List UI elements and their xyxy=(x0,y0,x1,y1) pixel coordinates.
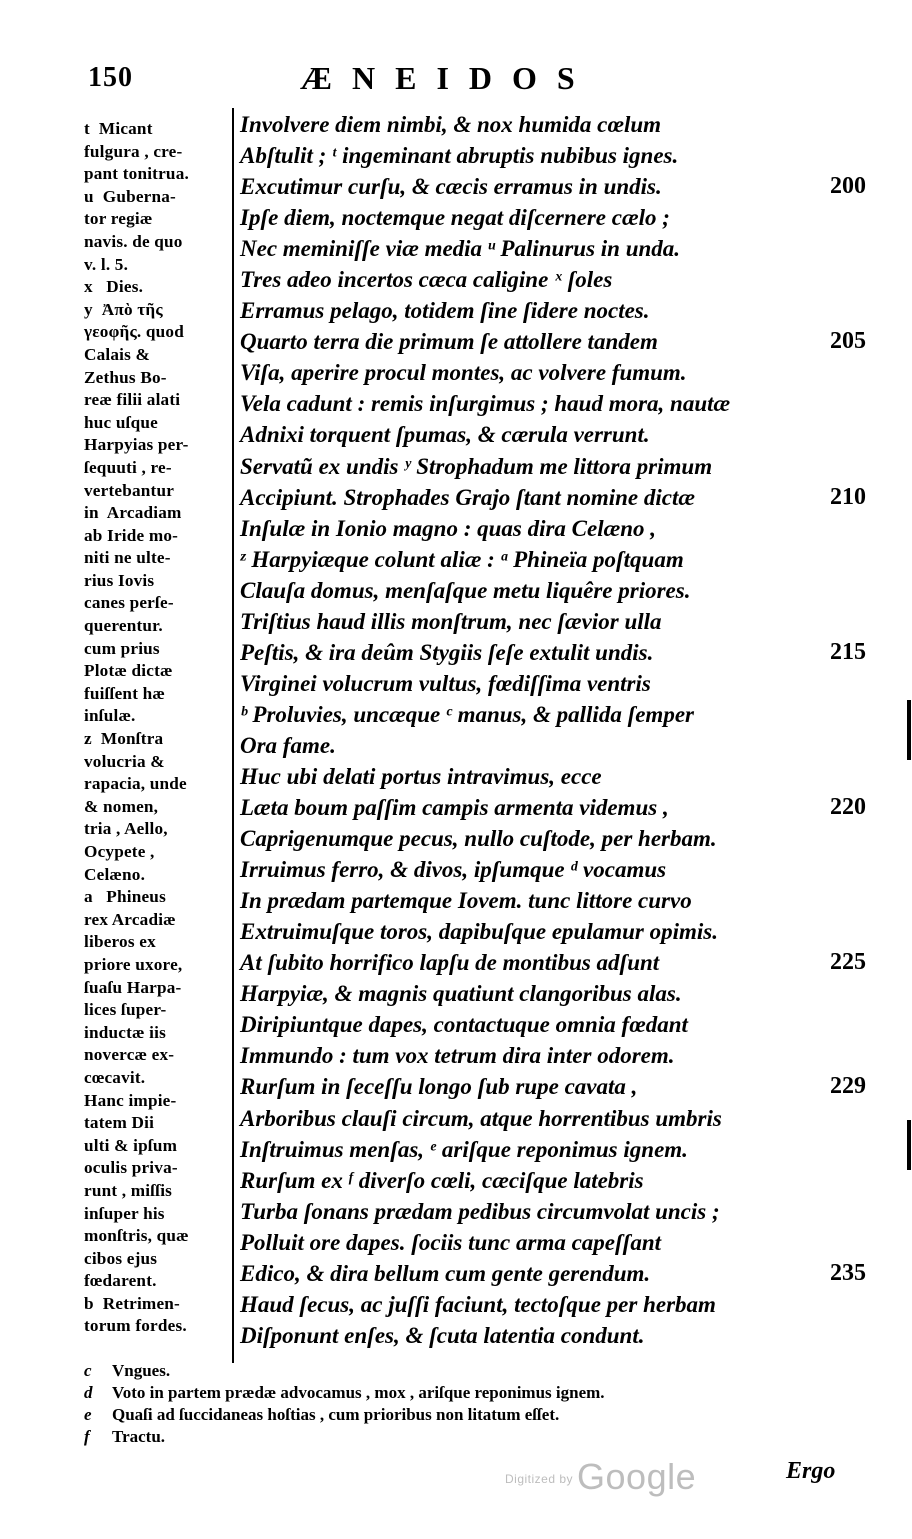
verse-text: Inſtruimus menſas, ᵉ ariſque reponimus ignem. xyxy=(240,1136,688,1162)
gloss-line: monſtris, quæ xyxy=(84,1226,189,1246)
verse-line xyxy=(240,885,860,916)
digitized-brand: Google xyxy=(577,1456,697,1497)
verse-text: Involvere diem nimbi, & nox humida cœlum xyxy=(240,112,662,137)
gloss-line: priore uxore, xyxy=(84,954,183,974)
gloss-line: cibos ejus xyxy=(84,1248,158,1268)
footnote-text: Vngues. xyxy=(112,1361,171,1380)
verse-text: In prædam partemque Iovem. tunc littore curvo xyxy=(240,888,692,914)
footnote-text: Quaſi ad ſuccidaneas hoſtias , cum prioribus non litatum eſſet. xyxy=(112,1405,560,1424)
verse-text: Haud ſecus, ac juſſi faciunt, tectoſque per herbam xyxy=(240,1291,716,1317)
verse-text: Irruimus ferro, & divos, ipſumque ᵈ vocamus xyxy=(240,857,667,883)
verse-line xyxy=(240,233,860,264)
verse-line xyxy=(240,606,860,637)
verse-line xyxy=(240,575,860,606)
gloss-line: tatem Dii xyxy=(84,1113,155,1133)
footnote-key: f xyxy=(84,1427,90,1446)
footnotes xyxy=(84,1360,605,1448)
verse-column xyxy=(240,109,866,1351)
line-number: 210 xyxy=(830,483,866,510)
verse-text: Clauſa domus, menſaſque metu liquêre priores. xyxy=(240,577,691,603)
gloss-line: a Phineus xyxy=(84,887,166,907)
gloss-line: volucria & xyxy=(84,751,165,771)
catchword: Ergo xyxy=(786,1458,836,1484)
verse-line xyxy=(240,1071,866,1102)
verse-text: Quarto terra die primum ſe attollere tandem xyxy=(240,329,658,355)
footnote xyxy=(84,1404,605,1426)
verse-line xyxy=(240,947,866,978)
verse-text: Ora fame. xyxy=(240,732,336,758)
footnote-key: c xyxy=(84,1361,92,1380)
gloss-line: fuiſſent hæ xyxy=(84,683,165,703)
gloss-line: fulgura , cre- xyxy=(84,141,183,161)
line-number: 215 xyxy=(830,638,866,665)
verse-text: Immundo : tum vox tetrum dira inter odorem. xyxy=(240,1043,675,1069)
verse-line xyxy=(240,202,860,233)
gloss-line: Zethus Bo- xyxy=(84,367,167,387)
verse-line xyxy=(240,854,860,885)
verse-text: Adnixi torquent ſpumas, & cærula verrunt. xyxy=(240,422,650,448)
gloss-line: novercæ ex- xyxy=(84,1045,175,1065)
gloss-line: canes perſe- xyxy=(84,593,174,613)
verse-text: Abſtulit ; ᵗ ingeminant abruptis nubibus ignes. xyxy=(240,143,679,169)
footnote xyxy=(84,1360,605,1382)
page-edge-mark xyxy=(907,1120,911,1170)
verse-text: Viſa, aperire procul montes, ac volvere fumum. xyxy=(240,360,687,386)
verse-line xyxy=(240,295,860,326)
verse-text: Extruimuſque toros, dapibuſque epulamur opimis. xyxy=(240,919,718,945)
verse-line xyxy=(240,451,860,482)
verse-line xyxy=(240,637,866,668)
verse-text: Nec meminiſſe viæ media ᵘ Palinurus in unda. xyxy=(240,236,681,262)
footnote xyxy=(84,1382,605,1404)
gloss-line: & nomen, xyxy=(84,796,159,816)
gloss-line: liberos ex xyxy=(84,932,156,952)
verse-text: Læta boum paſſim campis armenta videmus , xyxy=(240,795,669,821)
gloss-line: Celæno. xyxy=(84,864,146,884)
gloss-line: oculis priva- xyxy=(84,1158,178,1178)
verse-text: Ipſe diem, noctemque negat diſcernere cælo ; xyxy=(240,205,670,231)
verse-line xyxy=(240,1103,860,1134)
gloss-line: cum prius xyxy=(84,638,160,658)
verse-text: ᶻ Harpyiæque colunt aliæ : ᵃ Phineïa poſtquam xyxy=(240,546,684,572)
gloss-line: rius Iovis xyxy=(84,570,155,590)
verse-line xyxy=(240,388,860,419)
footnote-text: Tractu. xyxy=(112,1427,166,1446)
verse-line xyxy=(240,171,866,202)
gloss-line: rex Arcadiæ xyxy=(84,909,176,929)
line-number: 235 xyxy=(830,1259,866,1286)
verse-line xyxy=(240,978,860,1009)
verse-text: Polluit ore dapes. ſociis tunc arma capeſſant xyxy=(240,1229,662,1255)
gloss-line: fœdarent. xyxy=(84,1271,157,1291)
gloss-line: t Micant xyxy=(84,119,153,138)
verse-line xyxy=(240,109,860,140)
verse-text: Rurſum in ſeceſſu longo ſub rupe cavata , xyxy=(240,1074,638,1100)
gloss-line: Hanc impie- xyxy=(84,1090,177,1110)
verse-text: Inſulæ in Ionio magno : quas dira Celæno , xyxy=(240,515,657,541)
verse-text: Caprigenumque pecus, nullo cuſtode, per herbam. xyxy=(240,826,717,852)
page-edge-mark xyxy=(907,700,911,760)
gloss-line: Plotæ dictæ xyxy=(84,661,173,681)
verse-text: Erramus pelago, totidem ſine ſidere noctes. xyxy=(240,298,650,324)
verse-text: Huc ubi delati portus intravimus, ecce xyxy=(240,763,602,789)
verse-line xyxy=(240,730,860,761)
line-number: 220 xyxy=(830,794,866,821)
digitized-watermark xyxy=(505,1456,696,1498)
gloss-line: torum fordes. xyxy=(84,1316,187,1336)
verse-line xyxy=(240,419,860,450)
gloss-line: inductæ iis xyxy=(84,1022,166,1042)
line-number: 205 xyxy=(830,328,866,355)
verse-text: Excutimur curſu, & cæcis erramus in undis. xyxy=(240,174,662,200)
verse-line xyxy=(240,357,860,388)
gloss-line: ſuaſu Harpa- xyxy=(84,977,182,997)
gloss-line: inſulæ. xyxy=(84,706,136,726)
gloss-line: ab Iride mo- xyxy=(84,525,179,545)
verse-line xyxy=(240,1196,860,1227)
gloss-line: Harpyias per- xyxy=(84,435,189,455)
gloss-line: runt , miſſis xyxy=(84,1180,173,1200)
verse-text: Edico, & dira bellum cum gente gerendum. xyxy=(240,1260,651,1286)
column-divider xyxy=(232,108,234,1363)
verse-text: Triſtius haud illis monſtrum, nec ſævior ulla xyxy=(240,608,662,634)
gloss-line: lices ſuper- xyxy=(84,1000,167,1020)
verse-line xyxy=(240,823,860,854)
verse-line xyxy=(240,264,860,295)
gloss-line: v. l. 5. xyxy=(84,254,129,274)
verse-line xyxy=(240,1320,860,1351)
footnote-key: e xyxy=(84,1405,92,1424)
gloss-line: huc uſque xyxy=(84,412,158,432)
gloss-line: vertebantur xyxy=(84,480,175,500)
gloss-line: inſuper his xyxy=(84,1203,165,1223)
gloss-line: Calais & xyxy=(84,344,151,364)
verse-line xyxy=(240,544,860,575)
verse-text: Accipiunt. Strophades Grajo ſtant nomine dictæ xyxy=(240,484,695,510)
verse-text: Rurſum ex ᶠ diverſo cœli, cæciſque latebris xyxy=(240,1167,644,1193)
gloss-line: z Monſtra xyxy=(84,729,164,749)
verse-text: ᵇ Proluvies, uncæque ᶜ manus, & pallida ſemper xyxy=(240,701,694,727)
line-number: 229 xyxy=(830,1073,866,1100)
verse-text: Harpyiæ, & magnis quatiunt clangoribus alas. xyxy=(240,981,682,1007)
verse-line xyxy=(240,140,860,171)
verse-line xyxy=(240,916,860,947)
verse-line xyxy=(240,699,860,730)
line-number: 200 xyxy=(830,173,866,200)
verse-text: Turba ſonans prædam pedibus circumvolat uncis ; xyxy=(240,1198,720,1224)
verse-line xyxy=(240,1258,866,1289)
verse-line xyxy=(240,1165,860,1196)
page-number: 150 xyxy=(88,62,133,93)
gloss-line: tria , Aello, xyxy=(84,819,168,839)
footnote-key: d xyxy=(84,1383,93,1402)
verse-text: Arboribus clauſi circum, atque horrentibus umbris xyxy=(240,1105,722,1131)
footnote xyxy=(84,1426,605,1448)
verse-line xyxy=(240,761,860,792)
gloss-line: niti ne ulte- xyxy=(84,548,171,568)
gloss-line: rapacia, unde xyxy=(84,774,187,794)
gloss-line: x Dies. xyxy=(84,277,144,297)
marginal-gloss xyxy=(84,118,230,1338)
gloss-line: cœcavit. xyxy=(84,1067,146,1087)
gloss-line: ſequuti , re- xyxy=(84,457,172,477)
verse-line xyxy=(240,326,866,357)
verse-line xyxy=(240,1289,860,1320)
gloss-line: reæ filii alati xyxy=(84,390,181,410)
gloss-line: tor regiæ xyxy=(84,209,153,229)
verse-line xyxy=(240,668,860,699)
verse-text: Servatũ ex undis ʸ Strophadum me littora primum xyxy=(240,453,713,479)
verse-text: Vela cadunt : remis inſurgimus ; haud mora, nautæ xyxy=(240,391,731,417)
gloss-line: γεοφῆς. quod xyxy=(84,322,184,342)
verse-text: Diſponunt enſes, & ſcuta latentia condunt. xyxy=(240,1322,645,1348)
verse-text: Peſtis, & ira deûm Stygiis ſeſe extulit undis. xyxy=(240,639,654,665)
verse-line xyxy=(240,1040,860,1071)
verse-line xyxy=(240,513,860,544)
running-title: ÆNEIDOS xyxy=(300,60,595,96)
verse-text: Virginei volucrum vultus, fœdiſſima ventris xyxy=(240,670,651,696)
verse-line xyxy=(240,1227,860,1258)
gloss-line: querentur. xyxy=(84,616,163,636)
verse-line xyxy=(240,792,866,823)
gloss-line: pant tonitrua. xyxy=(84,164,189,184)
gloss-line: ulti & ipſum xyxy=(84,1135,178,1155)
line-number: 225 xyxy=(830,949,866,976)
verse-text: Diripiuntque dapes, contactuque omnia fœdant xyxy=(240,1012,688,1038)
footnote-text: Voto in partem prædæ advocamus , mox , ariſque reponimus ignem. xyxy=(112,1383,605,1402)
gloss-line: u Guberna- xyxy=(84,186,176,206)
verse-line xyxy=(240,1009,860,1040)
gloss-line: Ocypete , xyxy=(84,842,155,861)
gloss-line: y Ἀπὸ τῆς xyxy=(84,299,163,319)
verse-line xyxy=(240,482,866,513)
gloss-line: navis. de quo xyxy=(84,231,183,251)
gloss-line: in Arcadiam xyxy=(84,503,182,523)
digitized-prefix: Digitized by xyxy=(505,1472,574,1487)
gloss-line: b Retrimen- xyxy=(84,1293,180,1313)
verse-line xyxy=(240,1134,860,1165)
verse-text: Tres adeo incertos cæca caligine ˣ ſoles xyxy=(240,267,613,293)
verse-text: At ſubito horrifico lapſu de montibus adſunt xyxy=(240,950,660,976)
